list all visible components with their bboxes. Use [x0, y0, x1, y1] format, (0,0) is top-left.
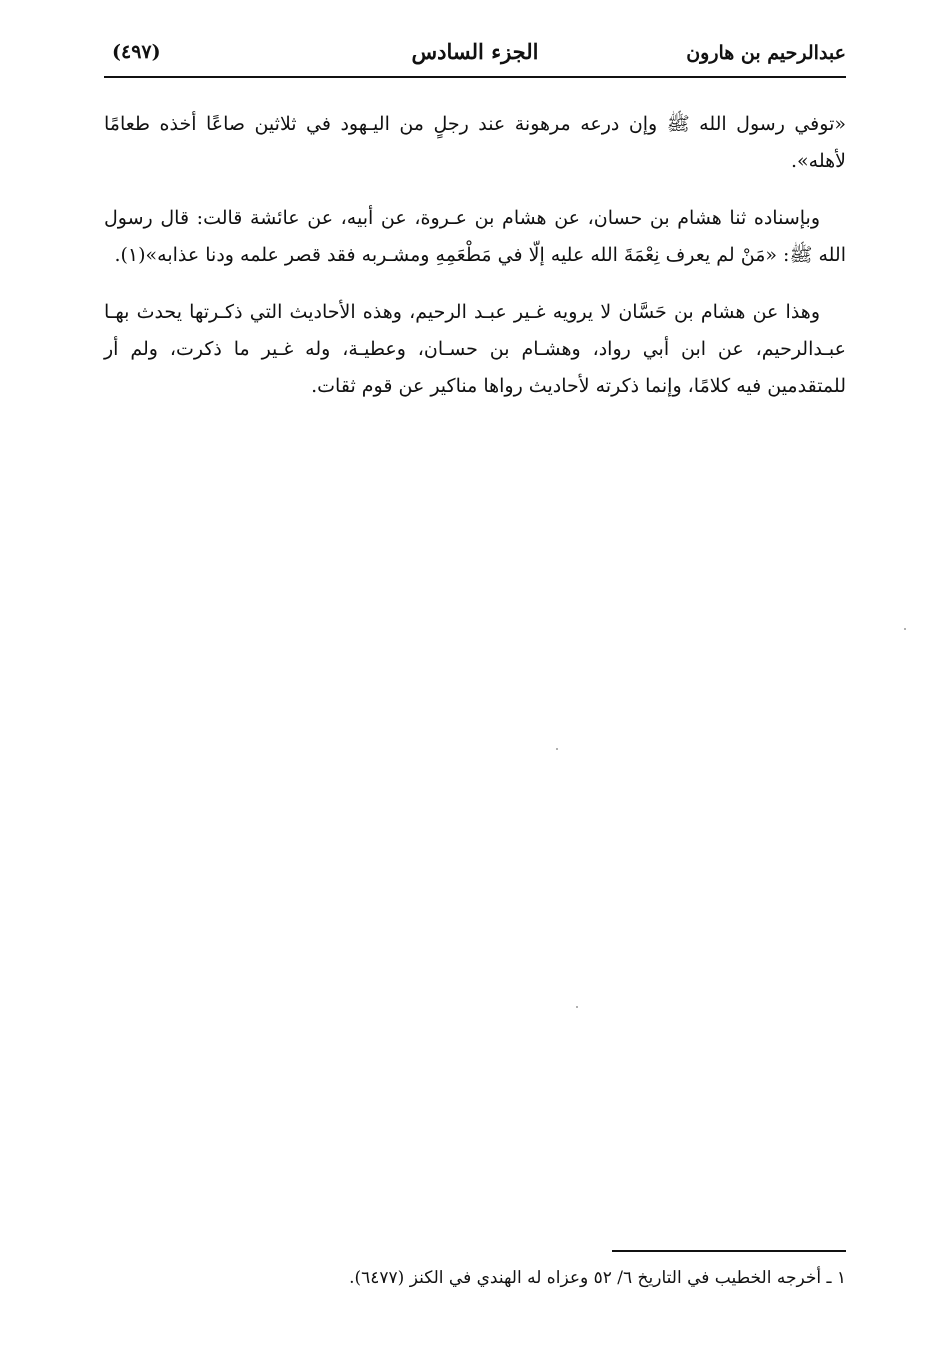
main-text — [104, 106, 846, 425]
paragraph-isnad: وبإسناده ثنا هشام بن حسان، عن هشام بن عـروة، عن أبيه، عن عائشة قالت: قال رسول الله ﷺ: «مَنْ لم يعرف نِعْمَةَ الله عليه إلّا في مَطْعَمِهِ ومشـربه فقد قصر علمه ودنا عذابه»(١). — [104, 207, 846, 266]
header-divider — [104, 76, 846, 78]
footnote-1: ١ ـ أخرجه الخطيب في التاريخ ٦/ ٥٢ وعزاه له الهندي في الكنز (٦٤٧٧). — [349, 1268, 846, 1288]
scan-speck — [576, 1006, 578, 1008]
page-header — [104, 34, 846, 74]
scan-speck — [904, 628, 906, 630]
footnote-divider — [612, 1250, 846, 1252]
paragraph-commentary: وهذا عن هشام بن حَسَّان لا يرويه غـير عبـد الرحيم، وهذه الأحاديث التي ذكـرتها يحدث بهـا عبـدالرحيم، عن ابن أبي رواد، وهشـام بن حسـان، وعطيـة، وله غـير ما ذكرت، ولم أر للمتقدمين فيه كلامًا، وإنما ذكرته لأحاديث رواها مناكير عن قوم ثقات. — [104, 301, 846, 397]
page-number: (٤٩٧) — [112, 41, 161, 63]
running-title: عبدالرحيم بن هارون — [686, 42, 846, 64]
volume-title: الجزء السادس — [411, 39, 539, 64]
scan-speck — [556, 748, 558, 750]
paragraph-hadith-quote: «توفي رسول الله ﷺ وإن درعه مرهونة عند رجلٍ من اليـهود في ثلاثين صاعًا أخذه طعامًا لأهله». — [104, 113, 846, 172]
